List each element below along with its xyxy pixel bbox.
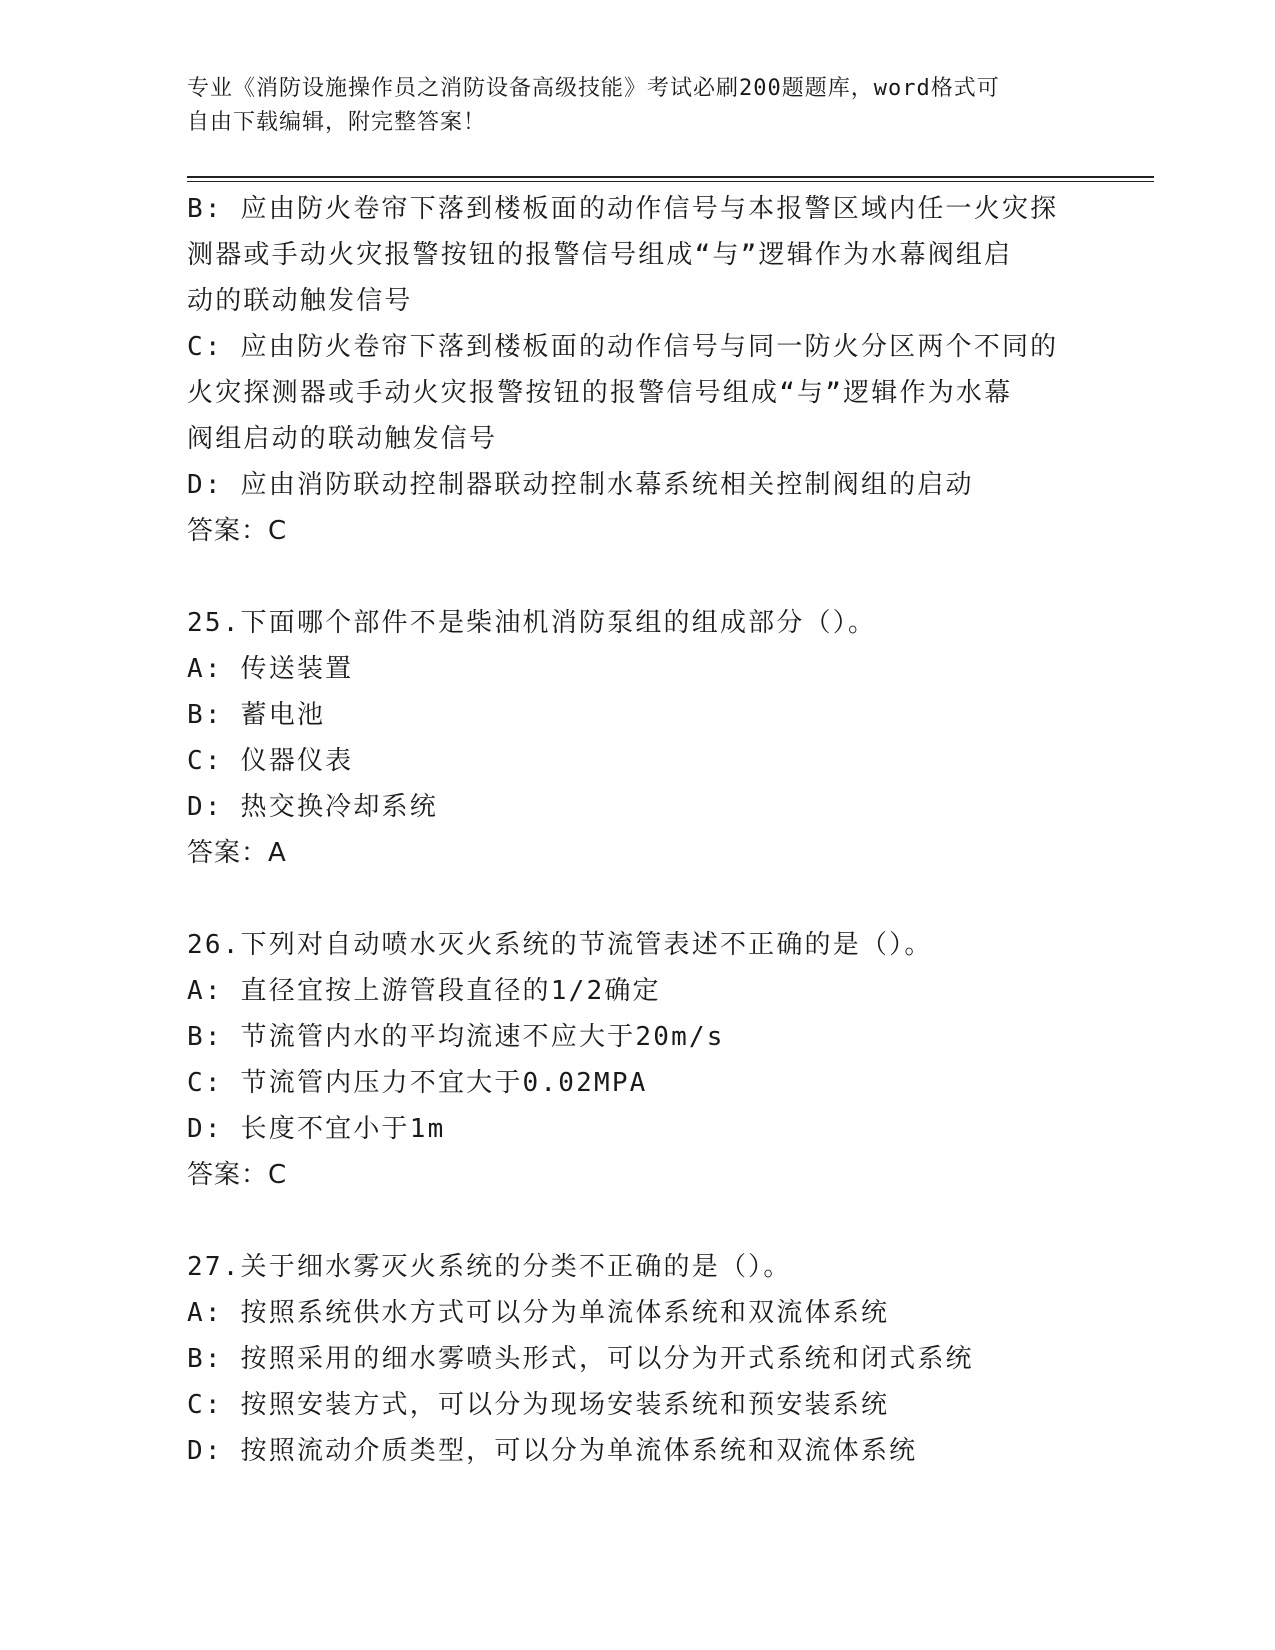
question-25 bbox=[187, 600, 1087, 876]
spacer bbox=[187, 1198, 1087, 1244]
answer: 答案：A bbox=[187, 838, 287, 868]
option-c-line-2: 火灾探测器或手动火灾报警按钮的报警信号组成“与”逻辑作为水幕 bbox=[187, 378, 1013, 408]
option-a: A: 按照系统供水方式可以分为单流体系统和双流体系统 bbox=[187, 1298, 890, 1328]
answer: 答案：C bbox=[187, 1160, 288, 1190]
option-d: D: 按照流动介质类型，可以分为单流体系统和双流体系统 bbox=[187, 1436, 918, 1466]
header-line-2: 自由下载编辑，附完整答案！ bbox=[187, 110, 487, 135]
question-27 bbox=[187, 1244, 1087, 1474]
option-b-line-2: 测器或手动火灾报警按钮的报警信号组成“与”逻辑作为水幕阀组启 bbox=[187, 240, 1013, 270]
option-d: D: 热交换冷却系统 bbox=[187, 792, 438, 822]
spacer bbox=[187, 554, 1087, 600]
question-list bbox=[187, 186, 1087, 1474]
option-a: A: 直径宜按上游管段直径的1/2确定 bbox=[187, 976, 661, 1006]
option-b-line-3: 动的联动触发信号 bbox=[187, 286, 413, 316]
option-c-line-3: 阀组启动的联动触发信号 bbox=[187, 424, 498, 454]
question-24-continued bbox=[187, 186, 1087, 554]
option-b: B: 节流管内水的平均流速不应大于20m/s bbox=[187, 1022, 725, 1052]
option-d: D: 长度不宜小于1m bbox=[187, 1114, 446, 1144]
option-c: C: 节流管内压力不宜大于0.02MPA bbox=[187, 1068, 648, 1098]
answer: 答案：C bbox=[187, 516, 288, 546]
option-b-line-1: B: 应由防火卷帘下落到楼板面的动作信号与本报警区域内任一火灾探 bbox=[187, 194, 1059, 224]
spacer bbox=[187, 876, 1087, 922]
option-b: B: 按照采用的细水雾喷头形式，可以分为开式系统和闭式系统 bbox=[187, 1344, 974, 1374]
option-d: D: 应由消防联动控制器联动控制水幕系统相关控制阀组的启动 bbox=[187, 470, 974, 500]
document-header bbox=[187, 72, 1067, 140]
header-rule-thin bbox=[187, 181, 1154, 182]
option-c-line-1: C: 应由防火卷帘下落到楼板面的动作信号与同一防火分区两个不同的 bbox=[187, 332, 1059, 362]
option-b: B: 蓄电池 bbox=[187, 700, 326, 730]
question-text: 27.关于细水雾灭火系统的分类不正确的是（）。 bbox=[187, 1252, 792, 1282]
option-a: A: 传送装置 bbox=[187, 654, 354, 684]
question-text: 26.下列对自动喷水灭火系统的节流管表述不正确的是（）。 bbox=[187, 930, 933, 960]
question-text: 25.下面哪个部件不是柴油机消防泵组的组成部分（）。 bbox=[187, 608, 877, 638]
question-26 bbox=[187, 922, 1087, 1198]
option-c: C: 仪器仪表 bbox=[187, 746, 354, 776]
header-line-1: 专业《消防设施操作员之消防设备高级技能》考试必刷200题题库，word格式可 bbox=[187, 76, 1000, 101]
header-rule-thick bbox=[187, 176, 1154, 178]
option-c: C: 按照安装方式，可以分为现场安装系统和预安装系统 bbox=[187, 1390, 890, 1420]
